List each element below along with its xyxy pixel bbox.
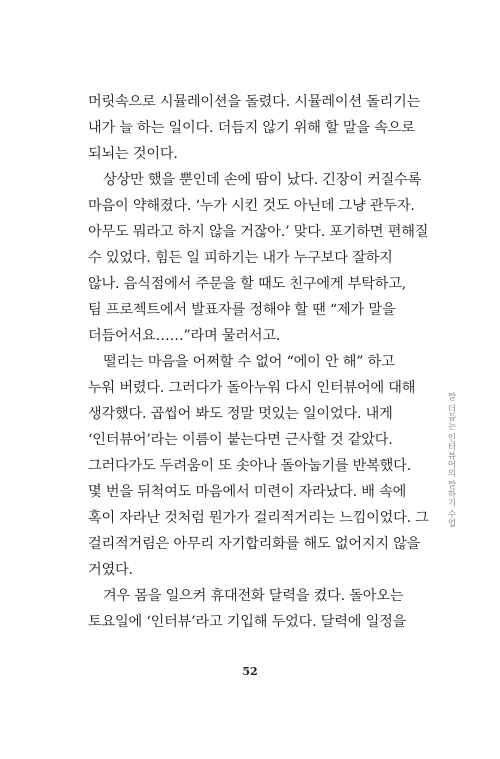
text-line-6: 아무도 뭐라고 하지 않을 거잖아.’ 맞다. 포기하면 편해질 bbox=[88, 224, 429, 240]
text-line-16: 몇 번을 뒤척여도 마음에서 미련이 자라났다. 배 속에 bbox=[88, 484, 407, 500]
text-line-13: 생각했다. 곱씹어 봐도 정말 멋있는 일이었다. 내게 bbox=[88, 406, 393, 422]
text-line-12: 누워 버렸다. 그러다가 돌아누워 다시 인터뷰어에 대해 bbox=[88, 380, 416, 396]
text-line-21: 토요일에 ‘인터뷰’라고 기입해 두었다. 달력에 일정을 bbox=[88, 614, 407, 630]
text-line-7: 수 있었다. 힘든 일 피하기는 내가 누구보다 잘하지 bbox=[88, 250, 393, 266]
text-line-20: 겨우 몸을 일으켜 휴대전화 달력을 켰다. 돌아오는 bbox=[103, 588, 404, 604]
running-title: 말 더듬는 인터뷰어의 말하기 수업 bbox=[446, 392, 456, 528]
text-line-5: 마음이 약해졌다. ‘누가 시킨 것도 아닌데 그냥 관두자. bbox=[88, 198, 415, 214]
text-line-19: 거였다. bbox=[88, 562, 133, 578]
text-line-1: 머릿속으로 시뮬레이션을 돌렸다. 시뮬레이션 돌리기는 bbox=[88, 94, 421, 110]
text-line-15: 그러다가도 두려움이 또 솟아나 돌아눕기를 반복했다. bbox=[88, 458, 411, 474]
text-line-4: 상상만 했을 뿐인데 손에 땀이 났다. 긴장이 커질수록 bbox=[103, 172, 422, 188]
page-number: 52 bbox=[242, 665, 258, 678]
text-line-2: 내가 늘 하는 일이다. 더듬지 않기 위해 할 말을 속으로 bbox=[88, 120, 415, 136]
text-line-11: 떨리는 마음을 어쩌할 수 없어 “에이 안 해” 하고 bbox=[103, 354, 395, 370]
text-line-17: 혹이 자라난 것처럼 뭔가가 걸리적거리는 느낌이었다. 그 bbox=[88, 510, 429, 526]
text-line-10: 더듬어서요……”라며 물러서고. bbox=[88, 328, 281, 344]
text-line-18: 걸리적거림은 아무리 자기합리화를 해도 없어지지 않을 bbox=[88, 536, 421, 552]
text-line-3: 되뇌는 것이다. bbox=[88, 146, 178, 162]
text-line-9: 팀 프로젝트에서 발표자를 정해야 할 땐 “제가 말을 bbox=[88, 302, 396, 318]
text-line-14: ‘인터뷰어’라는 이름이 붙는다면 근사할 것 같았다. bbox=[88, 432, 393, 448]
text-line-8: 않나. 음식점에서 주문을 할 때도 친구에게 부탁하고, bbox=[88, 276, 407, 292]
